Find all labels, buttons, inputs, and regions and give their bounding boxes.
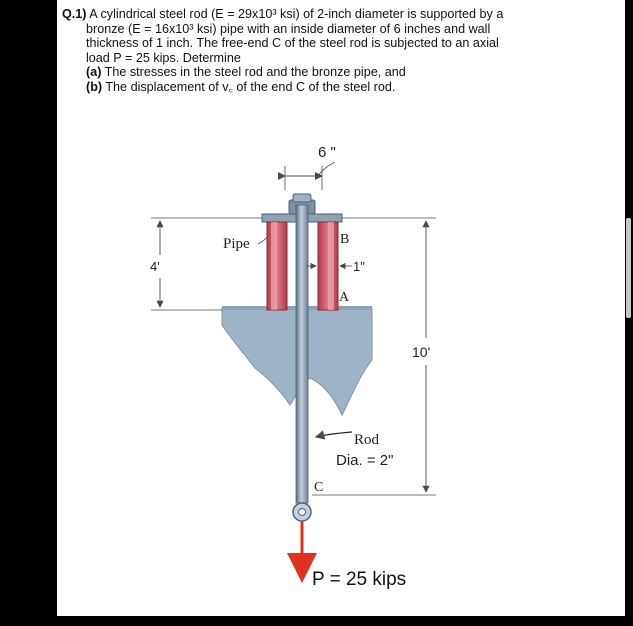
- dim-4ft-label: 4': [150, 259, 160, 274]
- question-number: Q.1): [62, 7, 87, 21]
- label-c: C: [314, 480, 324, 495]
- part-b: (b) The displacement of v꜀ of the end C of the steel rod.: [86, 79, 396, 94]
- rod-leader: [316, 432, 352, 437]
- pipe-label: Pipe: [223, 236, 250, 252]
- question-line-3: thickness of 1 inch. The free-end C of the steel rod is subjected to an axial: [86, 36, 499, 51]
- end-c-hole: [299, 509, 306, 516]
- dim-6in-leader: [318, 162, 335, 176]
- dim-10ft-label: 10': [412, 344, 431, 360]
- label-b: B: [340, 232, 350, 247]
- pipe-inner-left: [271, 222, 277, 310]
- part-a-label: (a): [86, 65, 102, 80]
- rod-label: Rod: [354, 432, 380, 448]
- dim-1in-label: 1": [353, 259, 365, 274]
- part-b-label: (b): [86, 79, 103, 94]
- nut-top: [293, 194, 311, 202]
- steel-rod: [296, 205, 308, 503]
- pipe-inner-right: [328, 222, 334, 310]
- part-a: (a) The stresses in the steel rod and the bronze pipe, and: [86, 65, 406, 80]
- question-line-4: load P = 25 kips. Determine: [86, 50, 241, 65]
- question-line-2: bronze (E = 16x10³ ksi) pipe with an inside diameter of 6 inches and wall: [86, 21, 491, 36]
- dim-6in-label: 6 ": [318, 144, 336, 161]
- label-a: A: [339, 290, 350, 305]
- question-line-1: Q.1) A cylindrical steel rod (E = 29x10³ ksi) of 2-inch diameter is supported by a: [62, 7, 504, 21]
- load-label: P = 25 kips: [312, 569, 407, 590]
- rod-diameter-label: Dia. = 2": [336, 452, 394, 469]
